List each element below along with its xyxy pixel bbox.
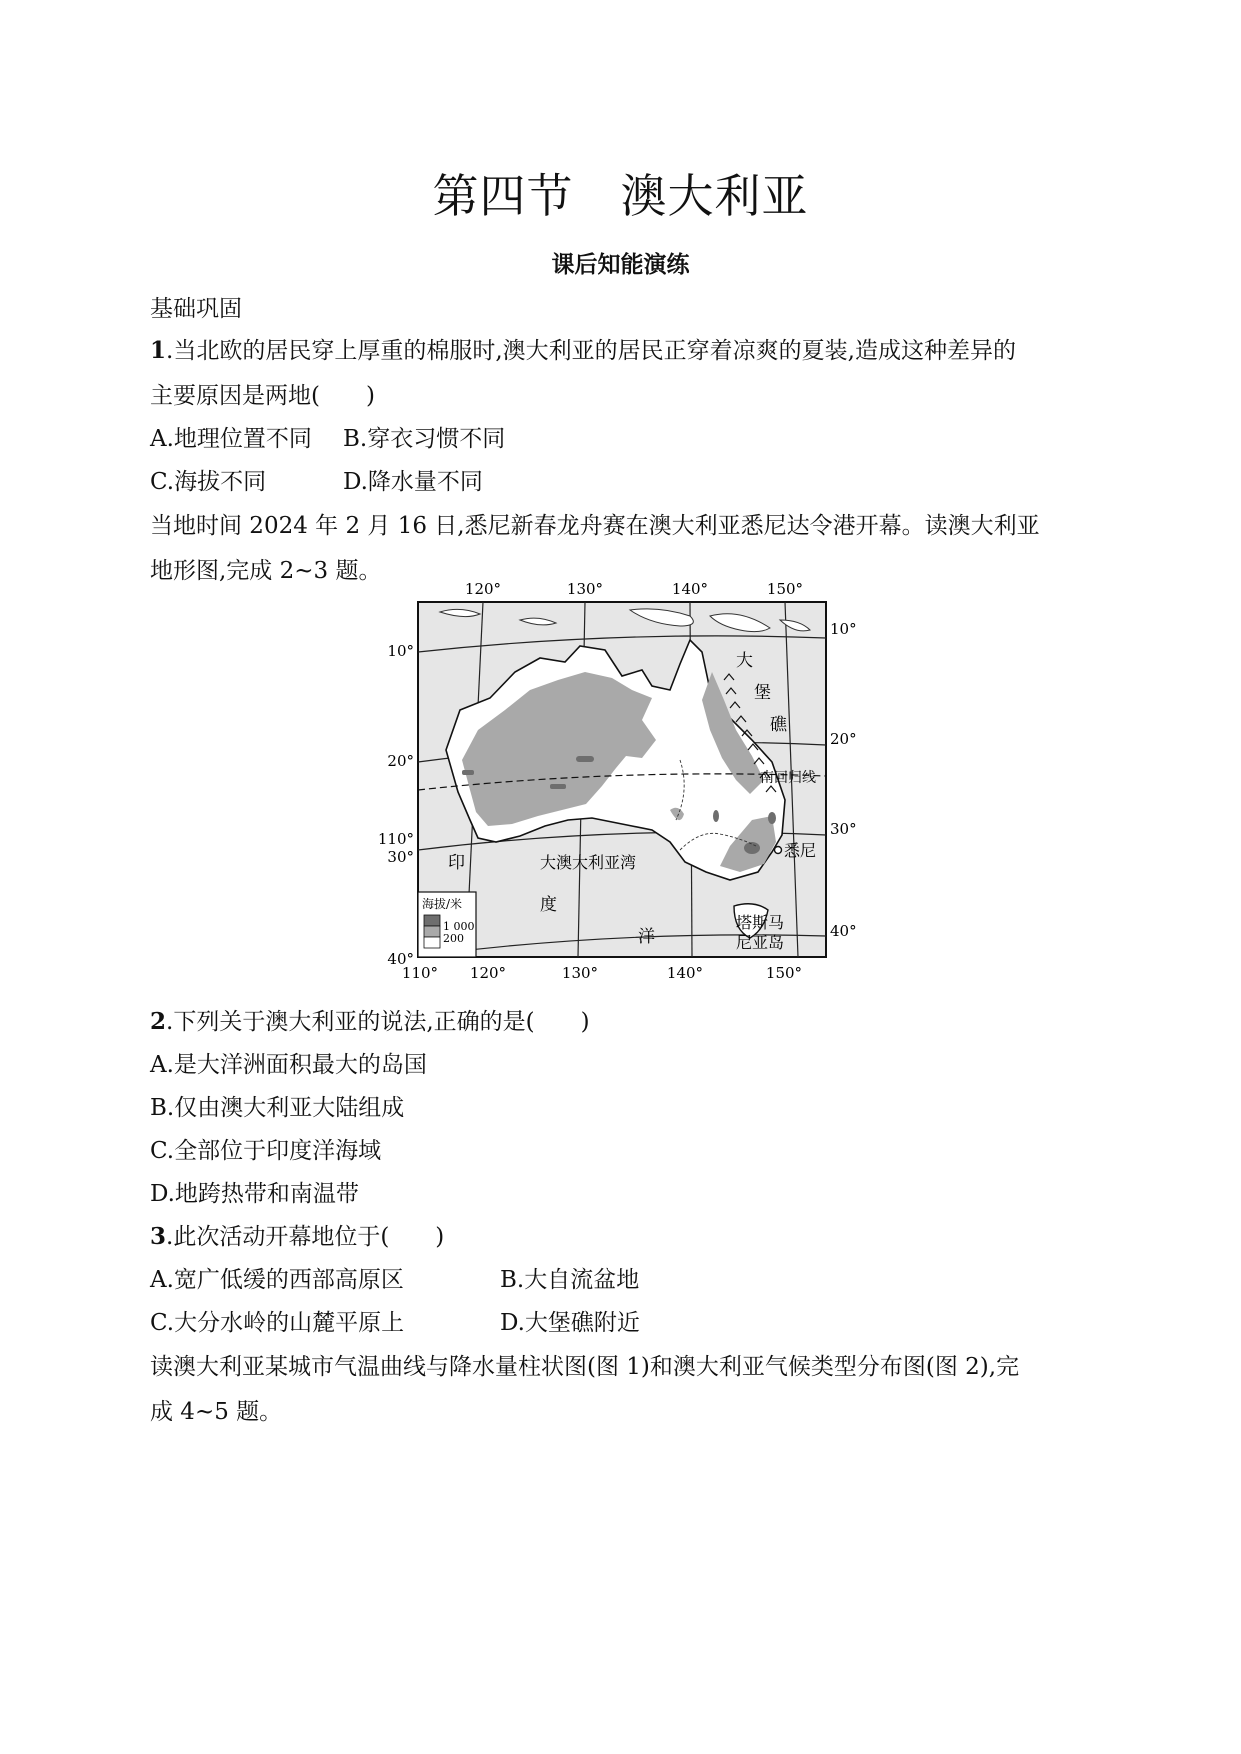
intro2-line2: 成 4~5 题。 — [150, 1399, 283, 1425]
legend-swatch-low — [424, 937, 440, 948]
q1-number: 1 — [150, 337, 167, 364]
left-lat-label: 110° — [377, 830, 414, 848]
page-subtitle: 课后知能演练 — [551, 252, 690, 278]
right-lat-label: 30° — [830, 820, 857, 838]
left-lat-label: 40° — [387, 950, 414, 968]
top-lon-label: 150° — [766, 580, 804, 598]
sydney-label: 悉尼 — [784, 841, 817, 860]
q3-number: 3 — [150, 1223, 167, 1250]
bottom-lon-label: 130° — [561, 964, 599, 982]
bight-label: 大澳大利亚湾 — [540, 853, 637, 872]
ocean-label-2: 度 — [540, 895, 557, 915]
q1-option-d: D.降水量不同 — [343, 469, 483, 495]
intro2-line1: 读澳大利亚某城市气温曲线与降水量柱状图(图 1)和澳大利亚气候类型分布图(图 2),完 — [150, 1354, 1020, 1380]
bottom-lon-label: 110° — [401, 964, 439, 982]
q3-stem — [150, 1218, 444, 1251]
ocean-label-1: 印 — [448, 853, 465, 873]
q1-option-b: B.穿衣习惯不同 — [343, 426, 506, 452]
legend-swatch-mid — [424, 926, 440, 937]
left-lat-label: 10° — [387, 642, 414, 660]
q2-option-a: A.是大洋洲面积最大的岛国 — [150, 1052, 427, 1078]
q2-option-d: D.地跨热带和南温带 — [150, 1181, 359, 1207]
q1-option-a: A.地理位置不同 — [150, 426, 312, 452]
elevation-legend — [418, 892, 476, 957]
q3-option-b: B.大自流盆地 — [500, 1267, 640, 1293]
legend-value-1000: 1 000 — [443, 920, 475, 933]
q1-option-c: C.海拔不同 — [150, 469, 267, 495]
legend-title: 海拔/米 — [422, 897, 463, 911]
q2-option-c: C.全部位于印度洋海域 — [150, 1138, 382, 1164]
right-lat-label: 40° — [830, 922, 857, 940]
left-lat-label: 20° — [387, 752, 414, 770]
q3-option-a: A.宽广低缓的西部高原区 — [150, 1267, 404, 1293]
q2-stem — [150, 1003, 590, 1036]
sydney-marker — [775, 847, 782, 854]
tasmania-label-1: 塔斯马 — [736, 913, 785, 932]
q2-option-b: B.仅由澳大利亚大陆组成 — [150, 1095, 405, 1121]
intro1-line1: 当地时间 2024 年 2 月 16 日,悉尼新春龙舟赛在澳大利亚悉尼达令港开幕。读澳大利亚 — [150, 513, 1040, 539]
page-title: 第四节 澳大利亚 — [432, 169, 809, 223]
ocean-label-3: 洋 — [638, 927, 655, 947]
right-lat-label: 20° — [830, 730, 857, 748]
bottom-lon-label: 140° — [666, 964, 704, 982]
q1-stem-line2: 主要原因是两地( ) — [150, 383, 375, 409]
q3-option-d: D.大堡礁附近 — [500, 1310, 640, 1336]
legend-swatch-high — [424, 915, 440, 926]
intro1-line2: 地形图,完成 2~3 题。 — [150, 558, 382, 584]
bottom-lon-label: 120° — [469, 964, 507, 982]
tasmania-label-2: 尼亚岛 — [736, 933, 785, 952]
top-lon-label: 140° — [671, 580, 709, 598]
reef-label-2: 堡 — [754, 683, 771, 703]
section-heading: 基础巩固 — [150, 296, 242, 322]
left-lat-label: 30° — [387, 848, 414, 866]
australia-terrain-map — [377, 580, 857, 985]
q2-number: 2 — [150, 1008, 167, 1035]
tropic-label: 南回归线 — [760, 770, 816, 786]
reef-label-1: 大 — [736, 651, 753, 671]
right-lat-label: 10° — [830, 620, 857, 638]
legend-value-200: 200 — [443, 932, 464, 945]
q1-stem-line1 — [150, 332, 1016, 365]
q3-option-c: C.大分水岭的山麓平原上 — [150, 1310, 405, 1336]
q3-text: .此次活动开幕地位于( ) — [166, 1224, 445, 1250]
reef-label-3: 礁 — [770, 715, 787, 735]
q2-text: .下列关于澳大利亚的说法,正确的是( ) — [166, 1009, 590, 1035]
bottom-lon-label: 150° — [765, 964, 803, 982]
top-lon-label: 120° — [464, 580, 502, 598]
q1-text-1: .当北欧的居民穿上厚重的棉服时,澳大利亚的居民正穿着凉爽的夏装,造成这种差异的 — [166, 338, 1016, 364]
top-lon-label: 130° — [566, 580, 604, 598]
